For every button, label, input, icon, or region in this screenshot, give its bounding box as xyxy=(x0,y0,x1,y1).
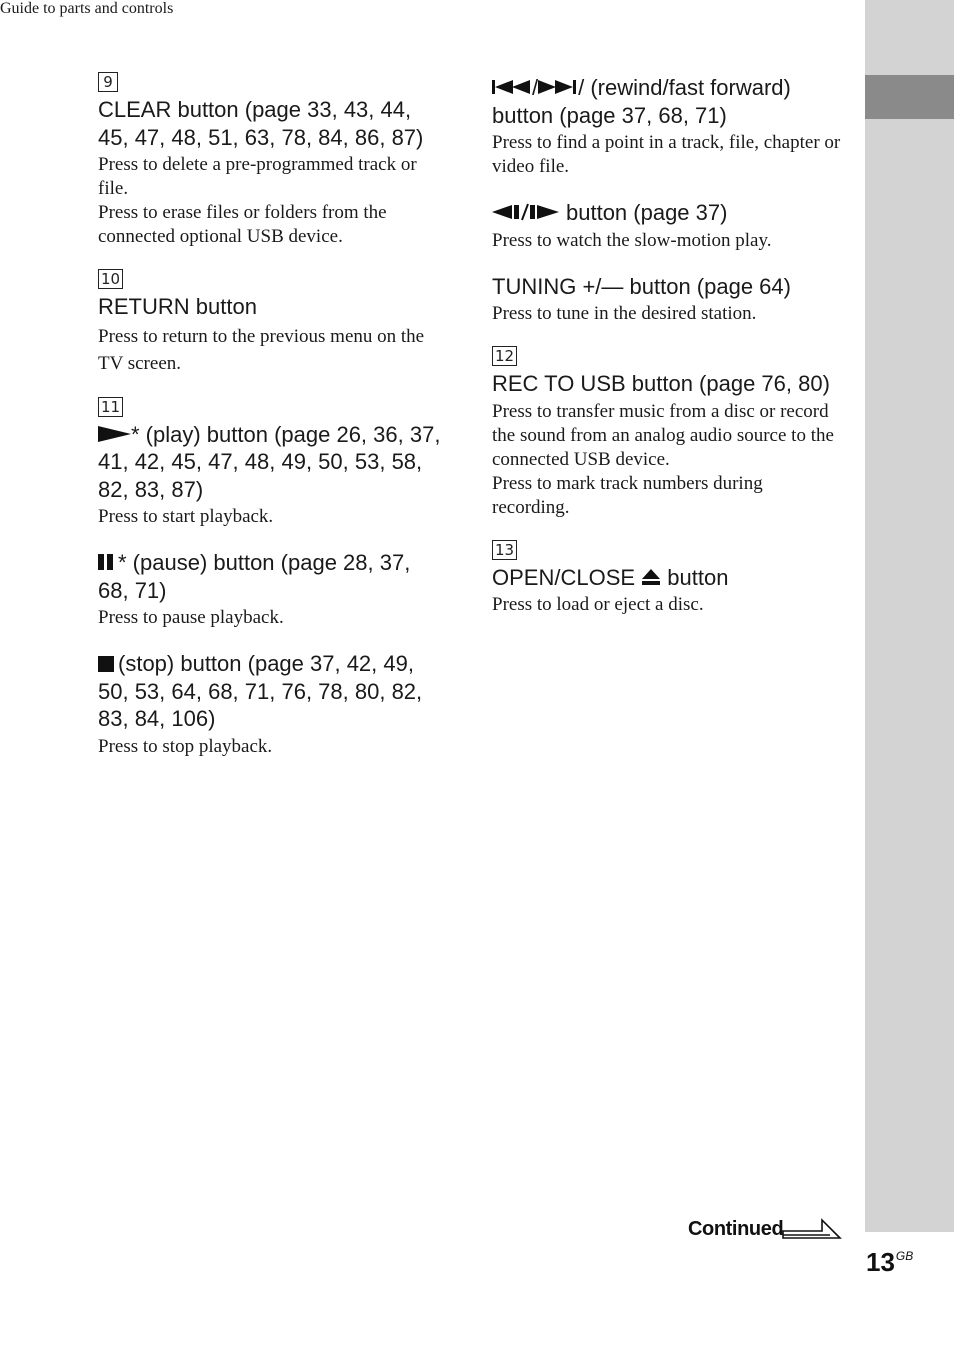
item-number: 10 xyxy=(98,269,123,289)
slow-motion-entry xyxy=(492,199,842,253)
left-column xyxy=(98,72,443,779)
item-number: 9 xyxy=(98,72,118,92)
section-tab xyxy=(865,75,954,119)
entry-title: CLEAR button (page 33, 43, 44, 45, 47, 48, 51, 63, 78, 84, 86, 87) xyxy=(98,97,424,150)
group-13 xyxy=(492,540,842,618)
entry-description: Press to transfer music from a disc or record the sound from an analog audio source to the connected USB device. xyxy=(492,400,834,470)
entry-title: RETURN button xyxy=(98,294,257,319)
sidebar xyxy=(865,0,954,1232)
page-number xyxy=(866,1247,913,1278)
entry-title xyxy=(98,650,443,733)
tuning-entry xyxy=(492,273,842,327)
pause-button-entry xyxy=(98,549,443,630)
rewind-icon xyxy=(492,78,532,96)
entry-title-text: * (play) button (page 26, 36, 37, 41, 42, 45, 47, 48, 49, 50, 53, 58, 82, 83, 87) xyxy=(98,421,441,502)
group-9 xyxy=(98,72,443,249)
entry-title-text: * (pause) button (page 28, 37, 68, 71) xyxy=(98,550,411,603)
item-number: 11 xyxy=(98,397,123,417)
item-number: 13 xyxy=(492,540,517,560)
entry-description: Press to erase files or folders from the connected optional USB device. xyxy=(98,202,387,247)
entry-description: Press to pause playback. xyxy=(98,607,284,628)
eject-icon xyxy=(641,568,661,586)
play-icon xyxy=(98,425,131,443)
return-button-entry xyxy=(98,293,443,377)
entry-title-text: button xyxy=(667,564,729,590)
play-button-entry xyxy=(98,421,443,530)
pause-icon xyxy=(98,553,118,571)
entry-description: Press to find a point in a track, file, chapter or video file. xyxy=(492,132,841,177)
open-close-entry xyxy=(492,564,842,618)
entry-description: Press to load or eject a disc. xyxy=(492,594,704,615)
entry-title xyxy=(98,421,443,504)
entry-description: Press to delete a pre-programmed track or file. xyxy=(98,154,417,199)
entry-title xyxy=(98,549,443,604)
entry-description: Press to watch the slow-motion play. xyxy=(492,229,772,251)
entry-title-text: (stop) button (page 37, 42, 49, 50, 53, 64, 68, 71, 76, 78, 80, 82, 83, 84, 106) xyxy=(98,651,423,731)
clear-button-entry xyxy=(98,96,443,249)
item-number: 12 xyxy=(492,346,517,366)
entry-title: REC TO USB button (page 76, 80) xyxy=(492,371,830,396)
entry-title xyxy=(492,74,842,129)
entry-title-text: button (page 37) xyxy=(566,200,728,225)
fast-forward-icon xyxy=(538,78,578,96)
entry-description: Press to mark track numbers during recording. xyxy=(492,472,763,518)
continued-arrow-icon xyxy=(782,1218,842,1244)
section-title: Guide to parts and controls xyxy=(0,0,174,17)
rewind-fastforward-entry xyxy=(492,74,842,179)
entry-description: Press to return to the previous menu on the TV screen. xyxy=(98,325,425,374)
entry-title-slash: / xyxy=(532,75,539,100)
slow-motion-icon xyxy=(492,203,566,221)
stop-icon xyxy=(98,656,114,672)
entry-description: Press to tune in the desired station. xyxy=(492,303,757,324)
group-10 xyxy=(98,269,443,377)
group-11 xyxy=(98,397,443,759)
page-number-value: 13 xyxy=(866,1247,895,1277)
continued-label: Continued xyxy=(688,1218,784,1240)
rec-to-usb-entry xyxy=(492,370,842,520)
entry-title: TUNING +/— button (page 64) xyxy=(492,273,791,299)
page-suffix: GB xyxy=(895,1249,914,1263)
right-column xyxy=(492,74,842,637)
entry-description: Press to stop playback. xyxy=(98,735,273,757)
group-12 xyxy=(492,346,842,520)
entry-title-text: / (rewind/fast forward) button (page 37, 68, 71) xyxy=(492,75,791,128)
entry-title xyxy=(492,564,842,592)
stop-button-entry xyxy=(98,650,443,759)
entry-title xyxy=(492,199,842,227)
entry-description: Press to start playback. xyxy=(98,506,274,527)
entry-title-text: OPEN/CLOSE xyxy=(492,564,636,590)
